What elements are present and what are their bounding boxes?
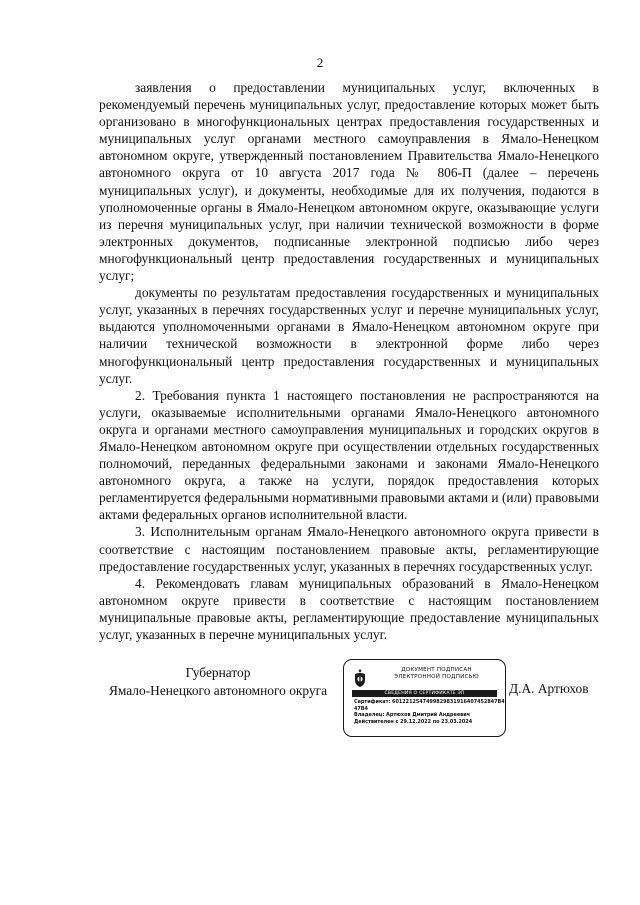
stamp-header-line2: ЭЛЕКТРОННОЙ ПОДПИСЬЮ: [394, 674, 479, 680]
electronic-signature-stamp: [343, 659, 506, 737]
stamp-certificate-cont: 47B4: [354, 705, 368, 712]
stamp-header-line1: ДОКУМЕНТ ПОДПИСАН: [401, 667, 472, 673]
stamp-certificate-bar: СВЕДЕНИЯ О СЕРТИФИКАТЕ ЭП: [352, 690, 497, 697]
document-body: [99, 79, 599, 643]
signatory-title-line1: Губернатор: [185, 665, 251, 680]
stamp-owner: Владелец: Артюхов Дмитрий Андреевич: [354, 712, 471, 719]
stamp-header: [374, 667, 499, 681]
paragraph: 3. Исполнительным органам Ямало-Ненецкого автономного округа привести в соответствие с настоящим постановлением правовые акты, регламентирующие предоставление государственных услуг, указанных в перечнях государственных услуг.: [99, 524, 599, 574]
page-number: 2: [316, 55, 324, 70]
stamp-certificate: Сертификат: 6012212547499829831916407452847B4: [354, 699, 505, 705]
signatory-title-line2: Ямало-Ненецкого автономного округа: [108, 682, 328, 698]
coat-of-arms-icon: [353, 668, 367, 688]
stamp-validity: Действителен с 29.12.2022 по 23.03.2024: [354, 718, 473, 725]
paragraph: 4. Рекомендовать главам муниципальных образований в Ямало-Ненецком автономном округе привести в соответствие с настоящим постановлением муниципальные правовые акты, регламентирующие предоставление муниципальных услуг, указанных в перечне муниципальных услуг.: [99, 575, 599, 642]
paragraph: 2. Требования пункта 1 настоящего постановления не распространяются на услуги, оказываемые исполнительными органами Ямало-Ненецкого автономного округа и органами местного самоуправления муниципальных и городских округов в Ямало-Ненецком автономном округе при осуществлении отдельных государственных полномочий, переданных федеральными законами и законами Ямало-Ненецкого автономного округа, а также на услуги, порядок предоставления которых регламентируется федеральными нормативными правовыми актами и (или) правовыми актами федеральных органов исполнительной власти.: [99, 387, 599, 523]
stamp-details: [354, 699, 506, 725]
signatory-name: Д.А. Артюхов: [509, 681, 589, 696]
paragraph: заявления о предоставлении муниципальных услуг, включенных в рекомендуемый перечень муниципальных услуг, предоставление которых может быть организовано в многофункциональных центрах предоставления государственных и муниципальных услуг органами местного самоуправления в Ямало-Ненецком автономном округе, утвержденный постановлением Правительства Ямало-Ненецкого автономного округа от 10 августа 2017 года № 806-П (далее – перечень муниципальных услуг), и документы, необходимые для их получения, подаются в уполномоченные органы в Ямало-Ненецком автономном округе, оказывающие услуги из перечня муниципальных услуг, при наличии технической возможности в форме электронных документов, подписанные электронной подписью либо через многофункциональный центр предоставления государственных и муниципальных услуг;: [99, 80, 599, 284]
signatory-title: [98, 664, 338, 699]
paragraph: документы по результатам предоставления государственных и муниципальных услуг, указанных в перечнях государственных услуг и перечне муниципальных услуг, выдаются уполномоченными органами в Ямало-Ненецком автономном округе при наличии технической возможности в электронной форме либо через многофункциональный центр предоставления государственных и муниципальных услуг.: [99, 285, 599, 386]
